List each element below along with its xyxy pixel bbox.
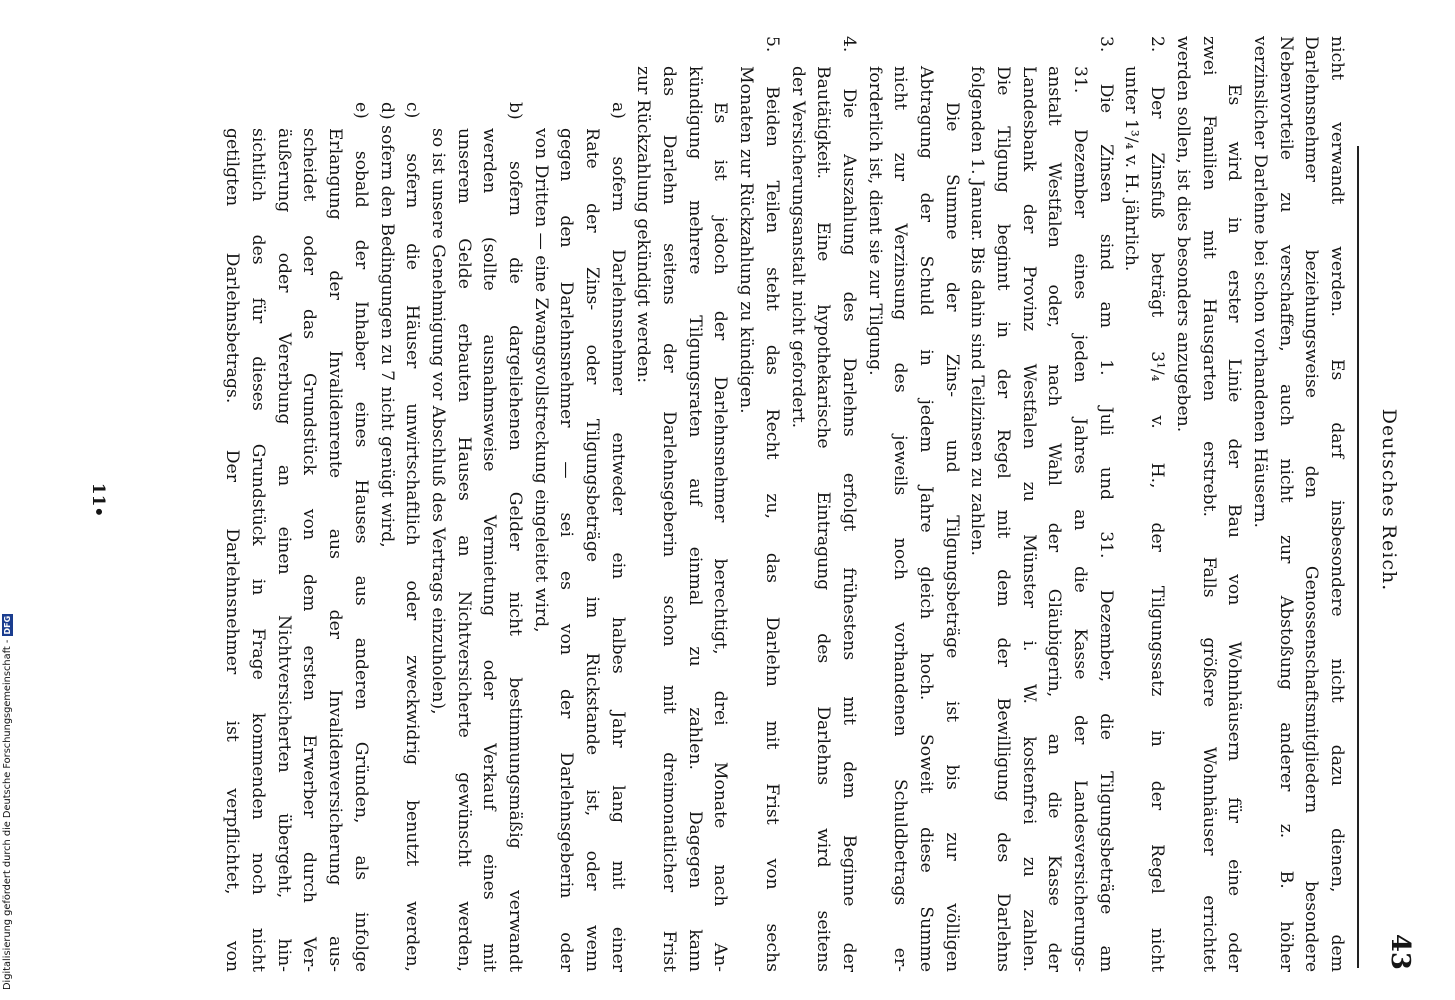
text-line: 31. Dezember eines jeden Jahres an die Kasse der Landesversicherungs-: [1070, 66, 1091, 972]
text-line: der Versicherungsanstalt nicht gefordert.: [787, 66, 808, 429]
list-item-e: e) sobald der Inhaber eines Hauses aus anderen Gründen, als infolge: [350, 102, 371, 972]
text-line: Nebenvorteile zu verschaffen, auch nicht zur Abstoßung anderer z. B. höher: [1275, 36, 1296, 972]
text-line: äußerung oder Vererbung an einen Nichtversicherten übergeht, hin-: [273, 128, 294, 972]
text-line: unserem Gelde erbauten Hauses an Nichtversicherte gewünscht werden,: [453, 128, 474, 972]
list-item-a: a) sofern Darlehnsnehmer entweder ein halbes Jahr lang mit einer: [607, 102, 628, 972]
text-line: nicht verwandt werden. Es darf insbesondere nicht dazu dienen, dem: [1327, 36, 1347, 972]
text-line: scheidet oder das Grundstück von dem ersten Erwerber durch Ver-: [299, 128, 320, 972]
text-line: Erlangung der Invalidenrente aus der Invalidenversicherung aus-: [325, 128, 346, 972]
text-line: verzinslicher Darlehne bei schon vorhandenen Häusern.: [1249, 36, 1270, 528]
text-line: Landesbank der Provinz Westfalen zu Münster i. W. kostenfrei zu zahlen.: [1018, 66, 1039, 972]
text-line: kündigung mehrere Tilgungsraten auf einmal zu zahlen. Dagegen kann: [684, 66, 705, 972]
text-line: werden sollen, ist dies besonders anzugeben.: [1172, 36, 1193, 433]
text-line: Die Tilgung beginnt in der Regel mit dem der Bewilligung des Darlehns: [993, 66, 1014, 972]
text-line: werden (sollte ausnahmsweise Vermietung oder Verkauf eines mit: [479, 128, 500, 972]
text-line: Rate der Zins- oder Tilgungsbeträge im Rückstande ist, oder wenn: [582, 128, 603, 972]
dfg-logo-icon: DFG: [2, 615, 12, 635]
page-number: 43: [1385, 933, 1415, 970]
text-line: Die Summe der Zins- und Tilgungsbeträge ist bis zur völligen: [941, 102, 962, 972]
text-line: gegen den Darlehnsnehmer — sei es von der Darlehnsgeberin oder: [556, 128, 577, 972]
header-rule: [1357, 146, 1359, 968]
text-line: Bautätigkeit. Eine hypothekarische Eintragung des Darlehns wird seitens: [813, 66, 834, 972]
list-item-d: d) sofern den Bedingungen zu 7 nicht genügt wird,: [376, 102, 397, 548]
text-line: Darlehnsnehmer beziehungsweise den Genossenschaftsmitgliedern besondere: [1301, 36, 1322, 972]
digitisation-note: [1, 0, 15, 990]
digitisation-margin-strip: [0, 0, 16, 1000]
text-line: Es wird in erster Linie der Bau von Wohnhäusern für eine oder: [1224, 84, 1245, 972]
numbered-paragraph-5: 5. Beiden Teilen steht das Recht zu, das Darlehn mit Frist von sechs: [761, 36, 782, 972]
text-line: unter 1³/₄ v. H. jährlich.: [1121, 66, 1142, 272]
numbered-paragraph-4: 4. Die Auszahlung des Darlehns erfolgt frühestens mit dem Beginne der: [838, 36, 859, 972]
text-line: von Dritten — eine Zwangsvollstreckung eingeleitet wird,: [530, 128, 551, 633]
text-line: forderlich ist, dient sie zur Tilgung.: [864, 66, 885, 376]
body-text: [219, 36, 1349, 972]
numbered-paragraph-3: 3. Die Zinsen sind am 1. Juli und 31. Dezember, die Tilgungsbeträge am: [1095, 36, 1116, 972]
numbered-paragraph-2: 2. Der Zinsfuß beträgt 3¹/₄ v. H., der Tilgungssatz in der Regel nicht: [1147, 36, 1168, 972]
text-line: das Darlehn seitens der Darlehnsgeberin schon mit dreimonatlicher Frist: [659, 66, 680, 972]
text-line: nicht zur Verzinsung des jeweils noch vorhandenen Schuldbetrags er-: [890, 66, 911, 972]
signature-mark: 11•: [88, 482, 108, 518]
text-line: folgenden 1. Januar. Bis dahin sind Teilzinsen zu zahlen.: [967, 66, 988, 557]
text-line: sichtlich des für dieses Grundstück in Frage kommenden noch nicht: [248, 128, 269, 972]
text-line: Monaten zur Rückzahlung zu kündigen.: [736, 66, 757, 414]
text-line: anstalt Westfalen oder, nach Wahl der Gläubigerin, an die Kasse der: [1044, 66, 1065, 972]
digitisation-note-text: Digitalisierung gefördert durch die Deutsche Forschungsgemeinschaft -: [2, 639, 13, 990]
list-item-c: c) sofern die Häuser unwirtschaftlich oder zweckwidrig benutzt werden,: [402, 102, 423, 972]
text-line: zur Rückzahlung gekündigt werden:: [633, 66, 654, 384]
text-line: Es ist jedoch der Darlehnsnehmer berechtigt, drei Monate nach An-: [710, 102, 731, 972]
text-line: zwei Familien mit Hausgarten erstrebt. Falls größere Wohnhäuser errichtet: [1198, 36, 1219, 972]
text-line: Abtragung der Schuld in jedem Jahre gleich hoch. Soweit diese Summe: [916, 66, 936, 972]
text-line: so ist unsere Genehmigung vor Abschluß des Vertrags einzuholen),: [427, 128, 448, 715]
running-title: Deutsches Reich.: [1378, 408, 1400, 592]
list-item-b: b) sofern die dargeliehenen Gelder nicht bestimmungsmäßig verwandt: [505, 102, 525, 972]
text-line: getilgten Darlehnsbetrags. Der Darlehnsnehmer ist verpflichtet, von: [222, 128, 243, 972]
